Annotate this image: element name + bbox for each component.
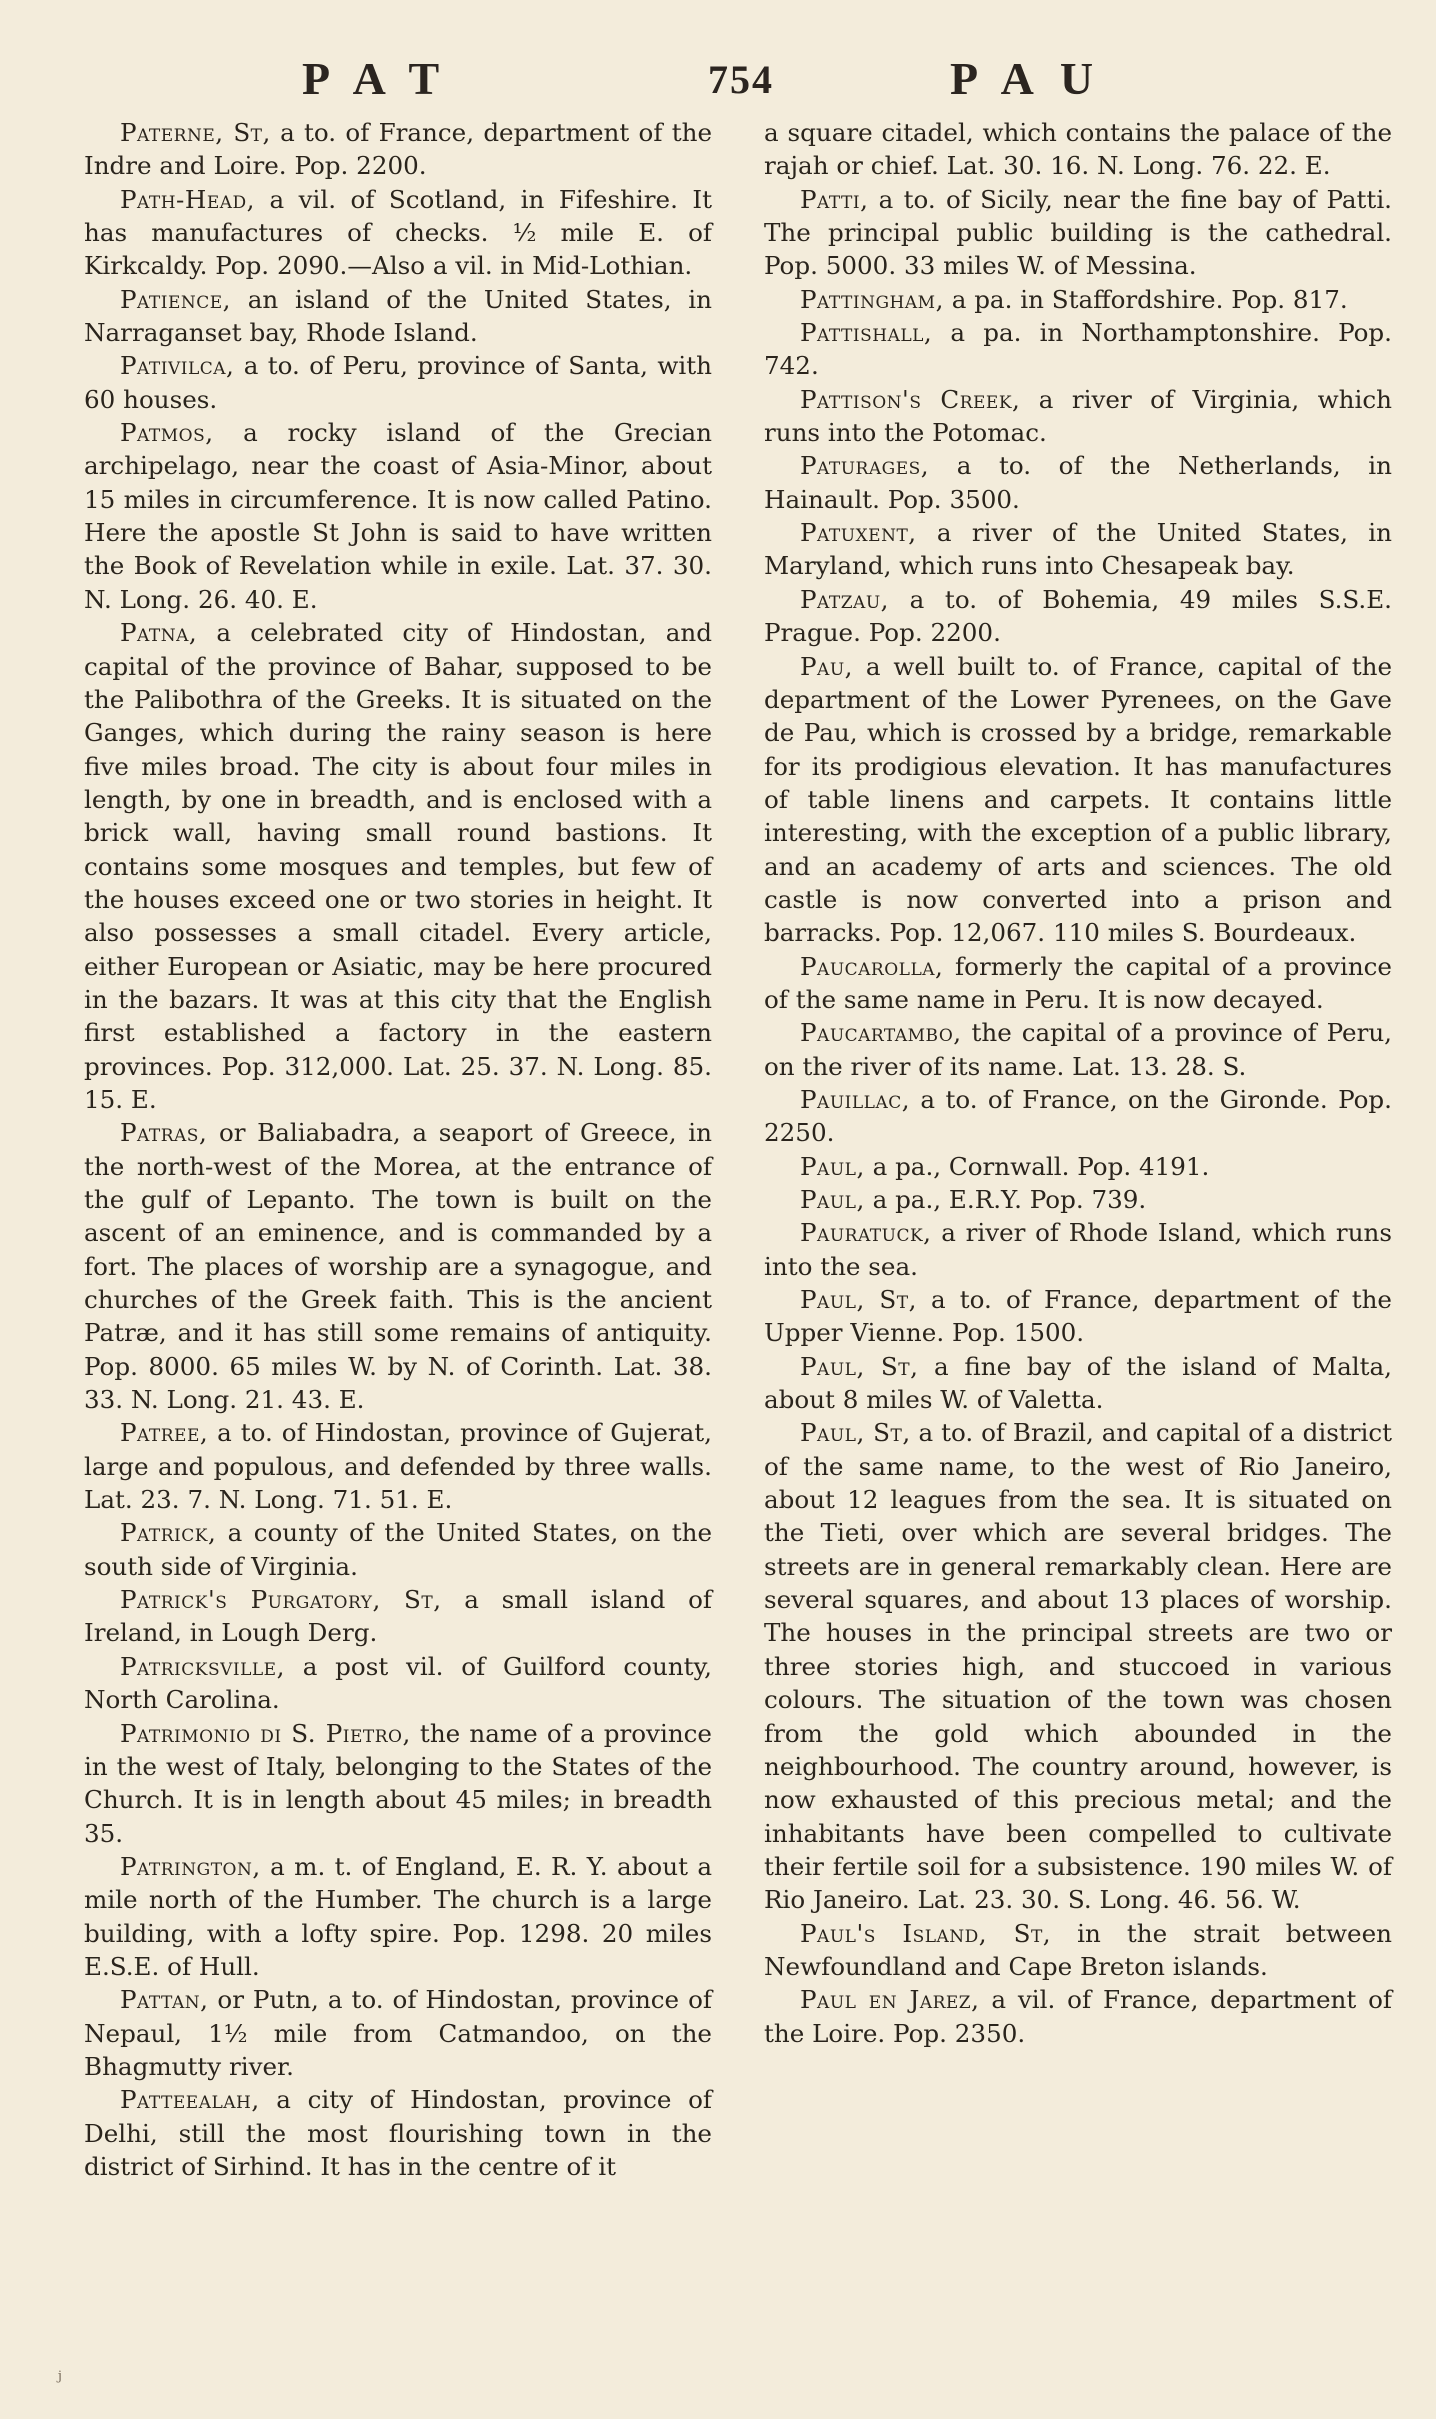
entry-text: a to. of Bohemia, 49 miles S.S.E. Prague. Pop. 2200. xyxy=(764,584,1392,648)
gazetteer-entry xyxy=(764,449,1392,516)
entry-text: a pa., E.R.Y. Pop. 739. xyxy=(864,1185,1147,1214)
gazetteer-entry xyxy=(84,1116,712,1416)
entry-headword: Paul's Island, St, xyxy=(800,1918,1052,1948)
entry-text: a river of Rhode Island, which runs into the sea. xyxy=(764,1218,1392,1281)
entry-text: a to. of Sicily, near the fine bay of Patti. The principal public building is the cathedral. Pop. 5000. 33 miles W. of Messina. xyxy=(764,184,1392,281)
gazetteer-entry xyxy=(84,349,712,416)
entry-text: a small island of Ireland, in Lough Derg. xyxy=(84,1585,713,1648)
entry-headword: Pativilca, xyxy=(120,351,235,381)
entry-headword: Patuxent, xyxy=(800,518,917,548)
left-column xyxy=(84,116,712,2183)
gazetteer-entry xyxy=(84,1416,712,1516)
gazetteer-entry xyxy=(764,1283,1392,1350)
entry-text: a to. of the Netherlands, in Hainault. Pop. 3500. xyxy=(764,451,1392,514)
entry-headword: Paucartambo, xyxy=(800,1018,962,1048)
gazetteer-entry xyxy=(84,183,712,283)
gazetteer-entry xyxy=(764,1083,1392,1150)
entry-text: in the strait between Newfoundland and Cape Breton islands. xyxy=(764,1918,1392,1981)
gazetteer-entry xyxy=(764,383,1392,450)
entry-headword: Pau, xyxy=(800,651,853,681)
gazetteer-entry xyxy=(84,1583,712,1650)
entry-text: a to. of Hindostan, province of Gujerat, large and populous, and defended by three walls. Lat. 23. 7. N. Long. 71. 51. E. xyxy=(84,1418,712,1515)
gazetteer-entry xyxy=(764,1917,1392,1984)
gazetteer-entry xyxy=(84,1516,712,1583)
gazetteer-entry xyxy=(84,1650,712,1717)
gazetteer-entry xyxy=(84,2083,712,2183)
gazetteer-entry xyxy=(764,583,1392,650)
entry-text: a to. of Brazil, and capital of a district of the same name, to the west of Rio Janeiro, about 12 leagues from the sea. It is situated on the Tieti, over which are several bridges. The streets are in general remarkably clean. Here are several squares, and about 13 places of worship. The houses in the principal streets are two or three stories high, and stuccoed in various colours. The situation of the town was chosen from the gold which abounded in the neighbourhood. The country around, however, is now exhausted of this precious metal; and the inhabitants have been compelled to cultivate their fertile soil for a subsistence. 190 miles W. of Rio Janeiro. Lat. 23. 30. S. Long. 46. 56. W. xyxy=(764,1418,1392,1915)
entry-text: a pa., Cornwall. Pop. 4191. xyxy=(864,1151,1210,1181)
entry-headword: Paucarolla, xyxy=(800,951,944,981)
gazetteer-entry xyxy=(764,1983,1392,2050)
gazetteer-entry xyxy=(764,1350,1392,1417)
header-right-guide-word: PAU xyxy=(950,53,1120,104)
entry-headword: Path-Head, xyxy=(120,184,255,214)
entry-text: a m. t. of England, E. R. Y. about a mile north of the Humber. The church is a large building, with a lofty spire. Pop. 1298. 20 miles E.S.E. of Hull. xyxy=(84,1851,712,1981)
gazetteer-entry xyxy=(764,283,1392,316)
entry-text: a celebrated city of Hindostan, and capital of the province of Bahar, supposed to be the Palibothra of the Greeks. It is situated on the Ganges, which during the rainy season is here five miles broad. The city is about four miles in length, by one in breadth, and is enclosed with a brick wall, having small round bastions. It contains some mosques and temples, but few of the houses exceed one or two stories in height. It also possesses a small citadel. Every article, either European or Asiatic, may be here procured in the bazars. It was at this city that the English first established a factory in the eastern provinces. Pop. 312,000. Lat. 25. 37. N. Long. 85. 15. E. xyxy=(84,618,712,1114)
entry-headword: Pattan, xyxy=(120,1985,209,2015)
entry-text: a pa. in Northamptonshire. Pop. 742. xyxy=(764,318,1392,381)
entry-text: formerly the capital of a province of the same name in Peru. It is now decayed. xyxy=(764,951,1392,1014)
gazetteer-entry xyxy=(764,1150,1392,1183)
gazetteer-entry xyxy=(84,416,712,616)
entry-headword: Paturages, xyxy=(800,451,930,481)
gazetteer-entry xyxy=(764,650,1392,950)
page-number: 754 xyxy=(708,57,774,102)
entry-text: a river of the United States, in Maryland, which runs into Chesapeak bay. xyxy=(764,518,1392,581)
entry-text: the name of a province in the west of Italy, belonging to the States of the Church. It is in length about 45 miles; in breadth 35. xyxy=(84,1718,712,1848)
entry-headword: Paul, xyxy=(800,1185,865,1214)
gazetteer-entry xyxy=(764,316,1392,383)
entry-headword: Paterne, St, xyxy=(120,118,271,147)
entry-text: an island of the United States, in Narraganset bay, Rhode Island. xyxy=(84,284,712,348)
entry-text: a to. of France, department of the Upper Vienne. Pop. 1500. xyxy=(764,1285,1392,1348)
entry-text: a to. of Peru, province of Santa, with 60 houses. xyxy=(84,351,712,414)
running-header xyxy=(0,52,1436,112)
entry-headword: Paul, St, xyxy=(800,1351,919,1381)
entry-headword: Pattison's Creek, xyxy=(800,384,1021,414)
entry-headword: Pattishall, xyxy=(800,318,933,348)
entry-text: or Baliabadra, a seaport of Greece, in the north-west of the Morea, at the entrance of the gulf of Lepanto. The town is built on the ascent of an eminence, and is commanded by a fort. The places of worship are a synagogue, and churches of the Greek faith. This is the ancient Patræ, and it has still some remains of antiquity. Pop. 8000. 65 miles W. by N. of Corinth. Lat. 38. 33. N. Long. 21. 43. E. xyxy=(84,1118,712,1415)
entry-text: or Putn, a to. of Hindostan, province of Nepaul, 1½ mile from Catmandoo, on the Bhagmutty river. xyxy=(84,1985,712,2081)
gazetteer-entry xyxy=(84,1983,712,2083)
entry-headword: Pauillac, xyxy=(800,1084,911,1114)
entry-headword: Paul en Jarez, xyxy=(800,1985,980,2015)
entry-text: a to. of France, department of the Indre and Loire. Pop. 2200. xyxy=(84,118,712,181)
entry-text: a to. of France, on the Gironde. Pop. 2250. xyxy=(764,1084,1392,1148)
margin-mark: ʲ xyxy=(56,2368,62,2393)
entry-headword: Patrick's Purgatory, St, xyxy=(120,1585,442,1615)
gazetteer-entry xyxy=(764,183,1392,283)
entry-text: a rocky island of the Grecian archipelago, near the coast of Asia-Minor, about 15 miles in circumference. It is now called Patino. Here the apostle St John is said to have written the Book of Revelation while in exile. Lat. 37. 30. N. Long. 26. 40. E. xyxy=(84,418,712,614)
entry-headword: Patti, xyxy=(800,184,869,214)
entry-headword: Patmos, xyxy=(120,418,214,448)
entry-headword: Paul, St, xyxy=(800,1285,917,1315)
entry-text: a river of Virginia, which runs into the Potomac. xyxy=(764,384,1392,448)
entry-text: a post vil. of Guilford county, North Carolina. xyxy=(84,1651,712,1715)
gazetteer-entry xyxy=(764,1183,1392,1216)
entry-headword: Patricksville, xyxy=(120,1651,285,1681)
gazetteer-entry xyxy=(84,1717,712,1850)
entry-text: a vil. of France, department of the Loire. Pop. 2350. xyxy=(764,1985,1392,2048)
entry-headword: Patience, xyxy=(120,284,231,314)
entry-text: a pa. in Staffordshire. Pop. 817. xyxy=(943,284,1348,314)
header-left-guide-word: PAT xyxy=(302,53,466,104)
entry-headword: Pattingham, xyxy=(800,284,944,314)
entry-text: a city of Hindostan, province of Delhi, still the most flourishing town in the district of Sirhind. It has in the centre of it xyxy=(84,2085,712,2181)
right-column xyxy=(764,116,1392,2050)
gazetteer-entry xyxy=(84,283,712,350)
entry-headword: Patrington, xyxy=(120,1851,261,1881)
entry-text: a square citadel, which contains the palace of the rajah or chief. Lat. 30. 16. N. Long. 76. 22. E. xyxy=(764,118,1392,181)
gazetteer-entry xyxy=(764,950,1392,1017)
entry-headword: Pauratuck, xyxy=(800,1218,932,1248)
gazetteer-entry xyxy=(84,116,712,183)
entry-text: a vil. of Scotland, in Fifeshire. It has manufactures of checks. ½ mile E. of Kirkcaldy. Pop. 2090.—Also a vil. in Mid-Lothian. xyxy=(84,184,712,281)
gazetteer-entry xyxy=(764,116,1392,183)
entry-text: the capital of a province of Peru, on the river of its name. Lat. 13. 28. S. xyxy=(764,1018,1392,1081)
gazetteer-entry xyxy=(764,1416,1392,1916)
entry-text: a fine bay of the island of Malta, about 8 miles W. of Valetta. xyxy=(764,1351,1392,1415)
entry-headword: Paul, St, xyxy=(800,1418,911,1448)
gazetteer-entry xyxy=(764,516,1392,583)
entry-text: a well built to. of France, capital of the department of the Lower Pyrenees, on the Gave de Pau, which is crossed by a bridge, remarkable for its prodigious elevation. It has manufactures of table linens and carpets. It contains little interesting, with the exception of a public library, and an academy of arts and sciences. The old castle is now converted into a prison and barracks. Pop. 12,067. 110 miles S. Bourdeaux. xyxy=(764,651,1392,948)
entry-headword: Patree, xyxy=(120,1418,209,1448)
gazetteer-entry xyxy=(84,616,712,1116)
entry-headword: Paul, xyxy=(800,1151,865,1181)
entry-headword: Patzau, xyxy=(800,584,889,614)
entry-headword: Patna, xyxy=(120,618,198,648)
gazetteer-entry xyxy=(84,1850,712,1983)
entry-headword: Patrimonio di S. Pietro, xyxy=(120,1718,411,1748)
entry-text: a county of the United States, on the south side of Virginia. xyxy=(84,1518,712,1581)
gazetteer-entry xyxy=(764,1016,1392,1083)
entry-headword: Patteealah, xyxy=(120,2085,260,2115)
entry-headword: Patras, xyxy=(120,1118,208,1148)
entry-headword: Patrick, xyxy=(120,1518,217,1548)
gazetteer-entry xyxy=(764,1216,1392,1283)
